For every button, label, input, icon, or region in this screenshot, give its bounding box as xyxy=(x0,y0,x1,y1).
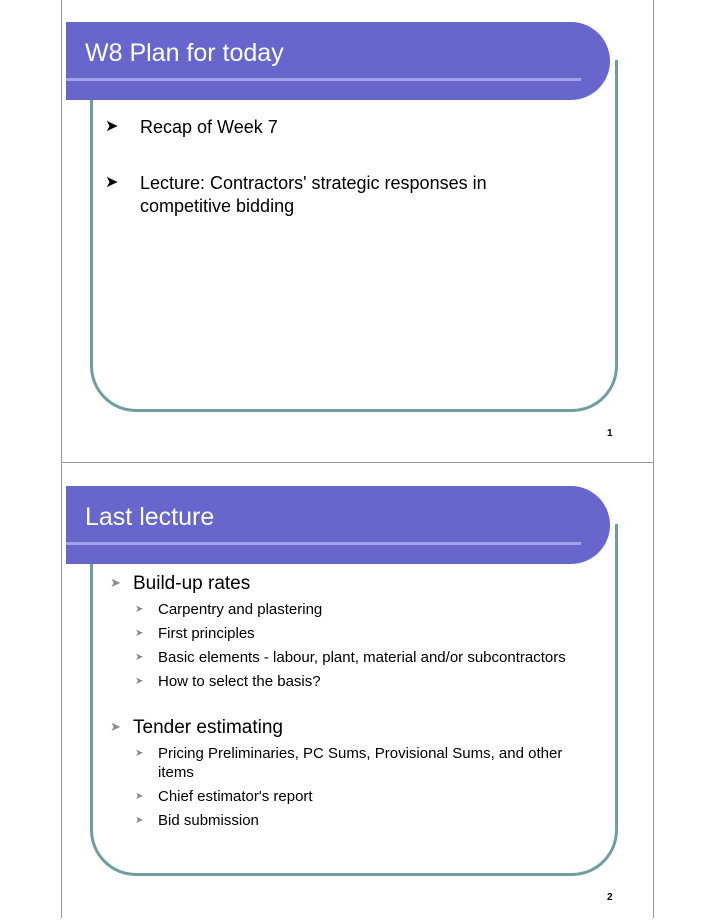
arrow-right-icon: ➤ xyxy=(105,116,119,135)
slide-2 xyxy=(0,464,714,924)
arrow-right-icon: ➤ xyxy=(135,652,144,663)
slide-1 xyxy=(0,0,714,460)
slide-2-title-underline xyxy=(66,542,581,545)
page-divider xyxy=(61,462,654,463)
slide-2-section-2-heading-text: Tender estimating xyxy=(133,717,283,738)
list-item: ➤ First principles xyxy=(135,625,255,642)
arrow-right-icon: ➤ xyxy=(135,628,144,639)
list-item: ➤ How to select the basis? xyxy=(135,673,321,690)
arrow-right-icon: ➤ xyxy=(135,604,144,615)
list-item: ➤ Chief estimator's report xyxy=(135,788,313,805)
arrow-right-icon: ➤ xyxy=(110,576,121,591)
slide-1-page-number: 1 xyxy=(607,428,613,439)
slide-1-bullet-2-text: Lecture: Contractors' strategic responses in competitive bidding xyxy=(140,173,487,216)
list-item: ➤ Basic elements - labour, plant, material and/or subcontractors xyxy=(135,649,566,666)
slide-2-section-2-heading xyxy=(110,716,590,740)
slide-1-bullet-1-text: Recap of Week 7 xyxy=(140,117,278,137)
slide-2-section-1-heading xyxy=(110,572,590,596)
slide-1-title-underline xyxy=(66,78,581,81)
arrow-right-icon: ➤ xyxy=(135,815,144,826)
list-item: ➤ Pricing Preliminaries, PC Sums, Provisional Sums, and other items xyxy=(135,745,563,781)
slide-2-section-1-heading-text: Build-up rates xyxy=(133,573,251,594)
slide-1-title: W8 Plan for today xyxy=(85,39,284,67)
slide-2-title: Last lecture xyxy=(85,503,215,531)
slide-1-content-box xyxy=(90,60,618,412)
arrow-right-icon: ➤ xyxy=(135,748,144,759)
slide-1-bullet-2 xyxy=(105,172,545,218)
list-item: ➤ Bid submission xyxy=(135,812,259,829)
arrow-right-icon: ➤ xyxy=(135,676,144,687)
arrow-right-icon: ➤ xyxy=(135,791,144,802)
arrow-right-icon: ➤ xyxy=(110,720,121,735)
list-item: ➤ Carpentry and plastering xyxy=(135,601,323,618)
arrow-right-icon: ➤ xyxy=(105,172,119,191)
slide-1-bullet-1 xyxy=(105,116,575,139)
slide-2-page-number: 2 xyxy=(607,892,613,903)
